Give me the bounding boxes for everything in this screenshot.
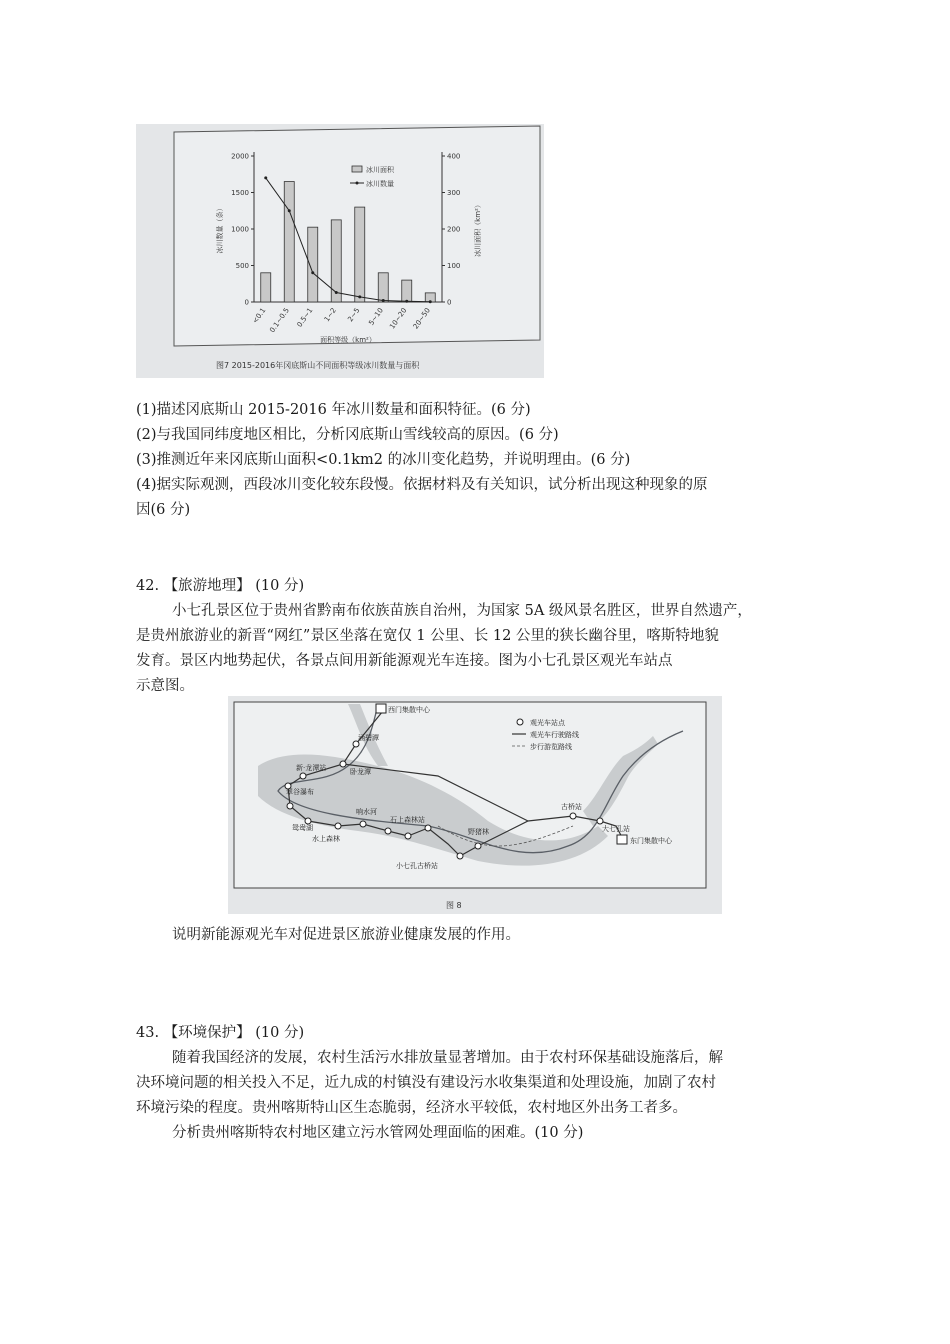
map-label: 野猪林 — [468, 828, 489, 836]
x-tick-label: 5~10 — [367, 306, 385, 327]
q42-paragraph-line: 发育。景区内地势起伏，各景点间用新能源观光车连接。图为小七孔景区观光车站点 — [136, 653, 673, 669]
q41-item-4-cont: 因(6 分) — [136, 502, 191, 518]
map-label: 水上森林 — [312, 835, 340, 843]
q41-item-1: (1)描述冈底斯山 2015-2016 年冰川数量和面积特征。(6 分) — [136, 402, 531, 418]
x-axis-title: 面积等级（km²） — [320, 336, 376, 344]
map-label: 东门集散中心 — [630, 837, 672, 845]
map-label: 石上森林站 — [390, 816, 425, 824]
line-point — [264, 176, 267, 179]
q43-question: 分析贵州喀斯特农村地区建立污水管网处理面临的困难。(10 分) — [172, 1125, 584, 1141]
y-tick-label-left: 1000 — [231, 225, 249, 234]
q42-paragraph-line: 是贵州旅游业的新晋“网红”景区坐落在宽仅 1 公里、长 12 公里的狭长幽谷里，喀斯特地貌 — [136, 628, 719, 644]
bar — [402, 280, 412, 302]
map-label: 鸳鸯湖 — [292, 824, 313, 832]
map-label: 大七孔站 — [602, 825, 630, 833]
svg-text:观光车行驶路线: 观光车行驶路线 — [530, 731, 579, 739]
q42-paragraph-line: 小七孔景区位于贵州省黔南布依族苗族自治州，为国家 5A 级风景名胜区，世界自然遗产， — [172, 603, 752, 619]
svg-text:步行游览路线: 步行游览路线 — [530, 743, 572, 751]
figure8-caption: 图 8 — [446, 901, 462, 910]
q41-item-4: (4)据实际观测，西段冰川变化较东段慢。依据材料及有关知识，试分析出现这种现象的原 — [136, 477, 708, 493]
x-tick-label: 0.5~1 — [295, 306, 315, 329]
y-axis-title-right: 冰川面积（km²） — [474, 201, 482, 257]
bar — [261, 273, 271, 302]
y-tick-label-right: 100 — [447, 262, 461, 270]
svg-text:观光车站点: 观光车站点 — [530, 719, 565, 727]
line-point — [382, 299, 385, 302]
x-tick-label: 0.1~0.5 — [268, 306, 291, 335]
x-tick-label: 10~20 — [388, 306, 409, 331]
legend-label: 冰川数量 — [366, 180, 394, 188]
y-tick-label-right: 200 — [447, 225, 461, 234]
y-tick-label-right: 0 — [447, 298, 452, 307]
line-point — [429, 300, 432, 303]
q43-paragraph-line: 环境污染的程度。贵州喀斯特山区生态脆弱，经济水平较低，农村地区外出务工者多。 — [136, 1100, 687, 1116]
legend-swatch-bar — [352, 166, 362, 172]
q43-heading: 43. 【环境保护】 (10 分) — [136, 1025, 305, 1041]
q42-paragraph-line: 示意图。 — [136, 678, 194, 694]
y-tick-label-left: 500 — [235, 262, 249, 270]
q42-question: 说明新能源观光车对促进景区旅游业健康发展的作用。 — [172, 927, 520, 943]
map-label: 响水河 — [356, 808, 377, 816]
bar — [284, 182, 294, 302]
line-point — [288, 209, 291, 212]
x-tick-label: 1~2 — [322, 306, 338, 324]
y-tick-label-left: 2000 — [231, 152, 249, 161]
bar — [378, 273, 388, 302]
figure8-map — [228, 696, 722, 914]
map-label: 卧龙潭 — [350, 768, 371, 776]
line-point — [311, 271, 314, 274]
x-tick-label: 20~50 — [411, 306, 432, 331]
map-label: 小七孔古桥站 — [396, 862, 438, 870]
y-tick-label-left: 0 — [244, 298, 249, 307]
figure7-caption: 图7 2015-2016年冈底斯山不同面积等级冰川数量与面积 — [216, 361, 420, 370]
line-point — [358, 295, 361, 298]
y-tick-label-left: 1500 — [231, 189, 249, 197]
line-point — [405, 300, 408, 303]
legend-label: 冰川面积 — [366, 166, 394, 174]
figure7-photo — [136, 124, 544, 378]
y-tick-label-right: 400 — [447, 152, 461, 161]
map-label: 古桥站 — [561, 803, 582, 811]
y-axis-title-left: 冰川数量（条） — [216, 204, 224, 254]
q43-paragraph-line: 随着我国经济的发展，农村生活污水排放量显著增加。由于农村环保基础设施落后，解 — [172, 1050, 723, 1066]
q43-paragraph-line: 决环境问题的相关投入不足，近九成的村镇没有建设污水收集渠道和处理设施，加剧了农村 — [136, 1075, 716, 1091]
map-label: 西门集散中心 — [388, 706, 430, 714]
q41-item-2: (2)与我国同纬度地区相比，分析冈底斯山雪线较高的原因。(6 分) — [136, 427, 559, 443]
y-tick-label-right: 300 — [447, 189, 461, 197]
x-tick-label: <0.1 — [251, 306, 268, 326]
x-tick-label: 2~5 — [346, 306, 362, 324]
map-label: 新·龙潭站 — [296, 764, 327, 772]
map-label: 涵碧潭 — [358, 734, 379, 742]
q42-heading: 42. 【旅游地理】 (10 分) — [136, 578, 305, 594]
map-label: 翠谷瀑布 — [286, 788, 314, 796]
bar — [355, 207, 365, 302]
line-point — [335, 291, 338, 294]
legend-swatch-marker — [356, 182, 359, 185]
q41-item-3: (3)推测近年来冈底斯山面积<0.1km2 的冰川变化趋势，并说明理由。(6 分) — [136, 452, 631, 468]
figure7-chart — [136, 124, 544, 378]
